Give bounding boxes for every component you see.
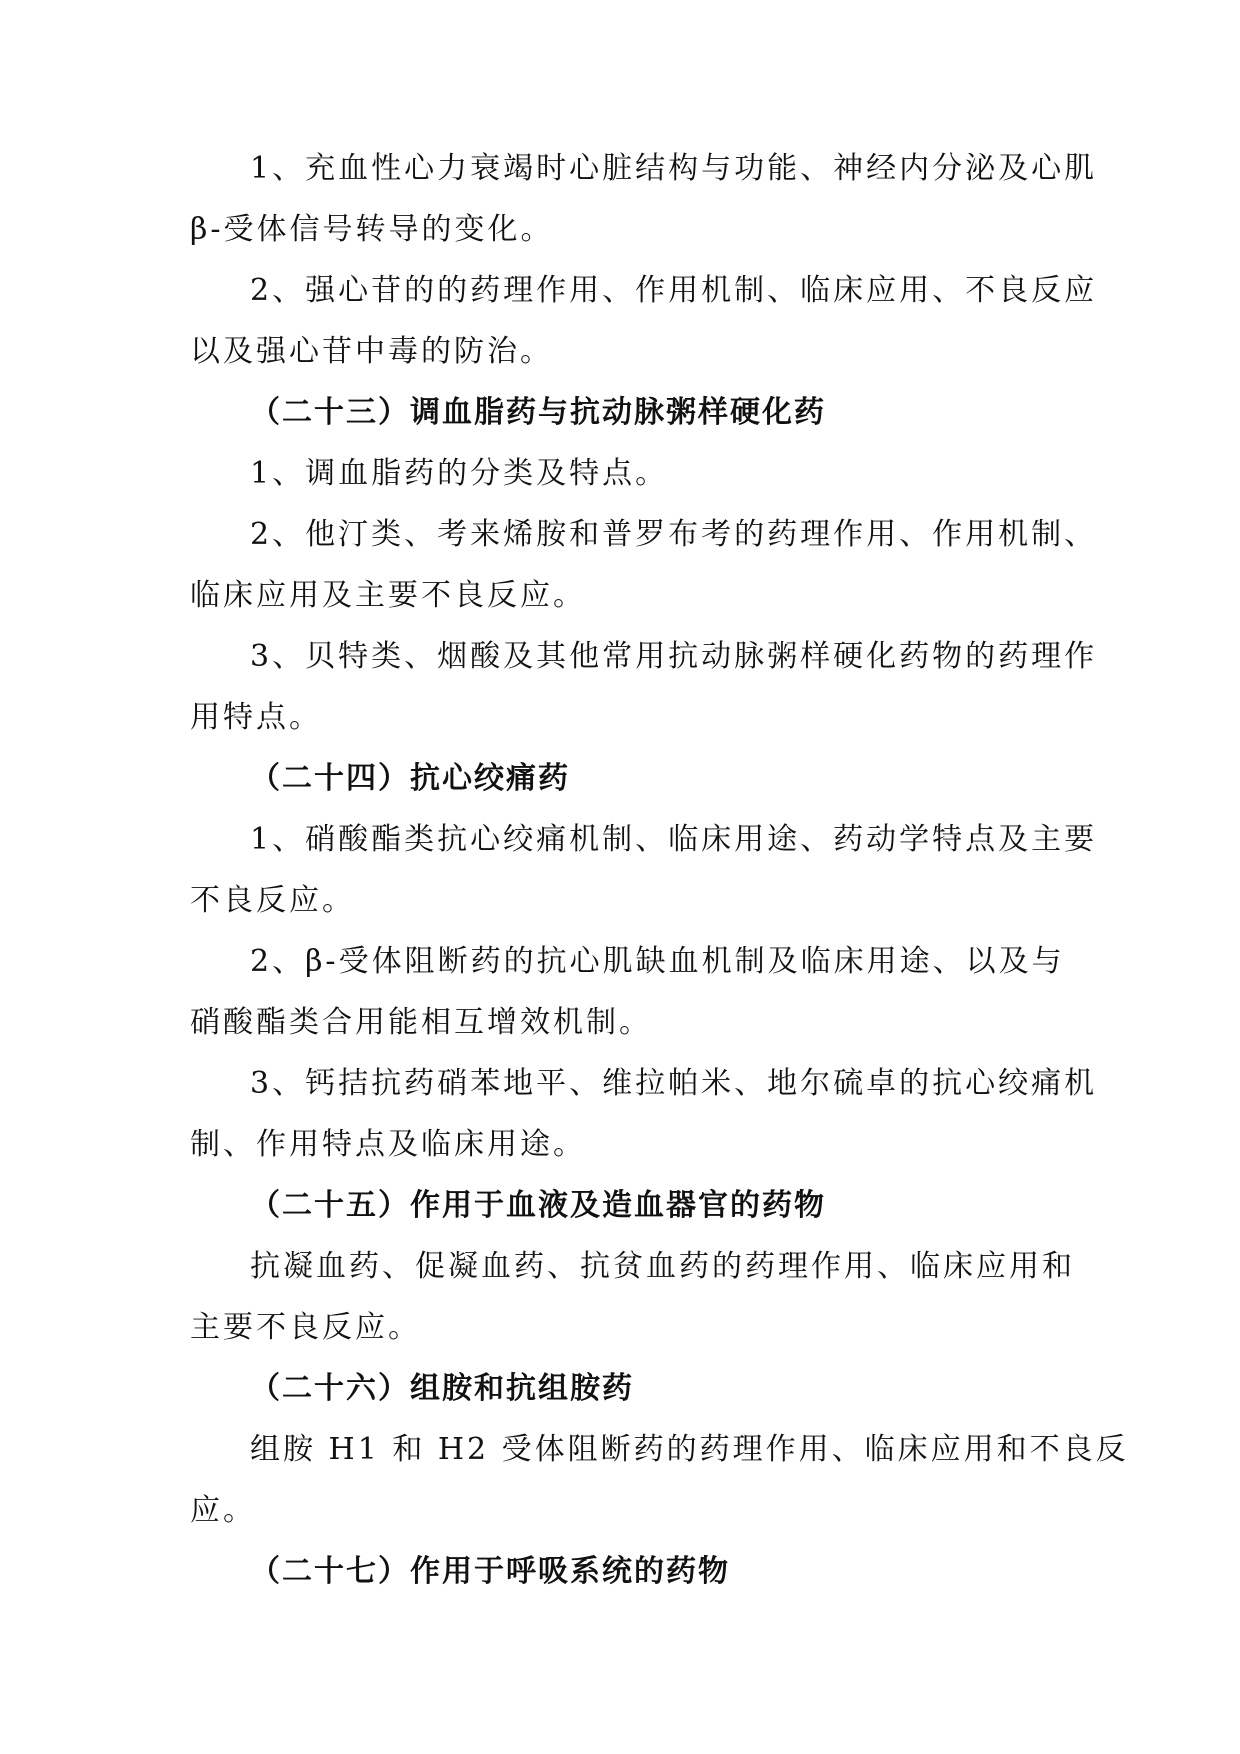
paragraph-line: 主要不良反应。: [190, 1310, 421, 1345]
section-heading: （二十五）作用于血液及造血器官的药物: [250, 1188, 826, 1223]
paragraph-line: 应。: [190, 1493, 256, 1528]
section-heading: （二十六）组胺和抗组胺药: [250, 1371, 634, 1406]
paragraph-line: 不良反应。: [190, 883, 355, 918]
paragraph-line: 2、他汀类、考来烯胺和普罗布考的药理作用、作用机制、: [250, 517, 1098, 552]
document-page: [190, 138, 1129, 1602]
paragraph-line: 2、强心苷的的药理作用、作用机制、临床应用、不良反应: [250, 273, 1098, 308]
section-heading: （二十七）作用于呼吸系统的药物: [250, 1554, 730, 1589]
paragraph-line: 抗凝血药、促凝血药、抗贫血药的药理作用、临床应用和: [250, 1249, 1075, 1284]
paragraph-line: 制、作用特点及临床用途。: [190, 1127, 586, 1162]
section-heading: （二十四）抗心绞痛药: [250, 761, 570, 796]
paragraph-line: 组胺 H1 和 H2 受体阻断药的药理作用、临床应用和不良反: [250, 1432, 1129, 1467]
paragraph-line: 硝酸酯类合用能相互增效机制。: [190, 1005, 652, 1040]
paragraph-line: 临床应用及主要不良反应。: [190, 578, 586, 613]
paragraph-line: 3、贝特类、烟酸及其他常用抗动脉粥样硬化药物的药理作: [250, 639, 1098, 674]
paragraph-line: 1、充血性心力衰竭时心脏结构与功能、神经内分泌及心肌: [250, 151, 1098, 186]
paragraph-line: 1、调血脂药的分类及特点。: [250, 456, 669, 491]
paragraph-line: 1、硝酸酯类抗心绞痛机制、临床用途、药动学特点及主要: [250, 822, 1098, 857]
paragraph-line: 用特点。: [190, 700, 322, 735]
paragraph-line: 2、β-受体阻断药的抗心肌缺血机制及临床用途、以及与: [250, 944, 1065, 979]
paragraph-line: 3、钙拮抗药硝苯地平、维拉帕米、地尔硫卓的抗心绞痛机: [250, 1066, 1098, 1101]
paragraph-line: β-受体信号转导的变化。: [190, 212, 554, 247]
section-heading: （二十三）调血脂药与抗动脉粥样硬化药: [250, 395, 826, 430]
paragraph-line: 以及强心苷中毒的防治。: [190, 334, 553, 369]
